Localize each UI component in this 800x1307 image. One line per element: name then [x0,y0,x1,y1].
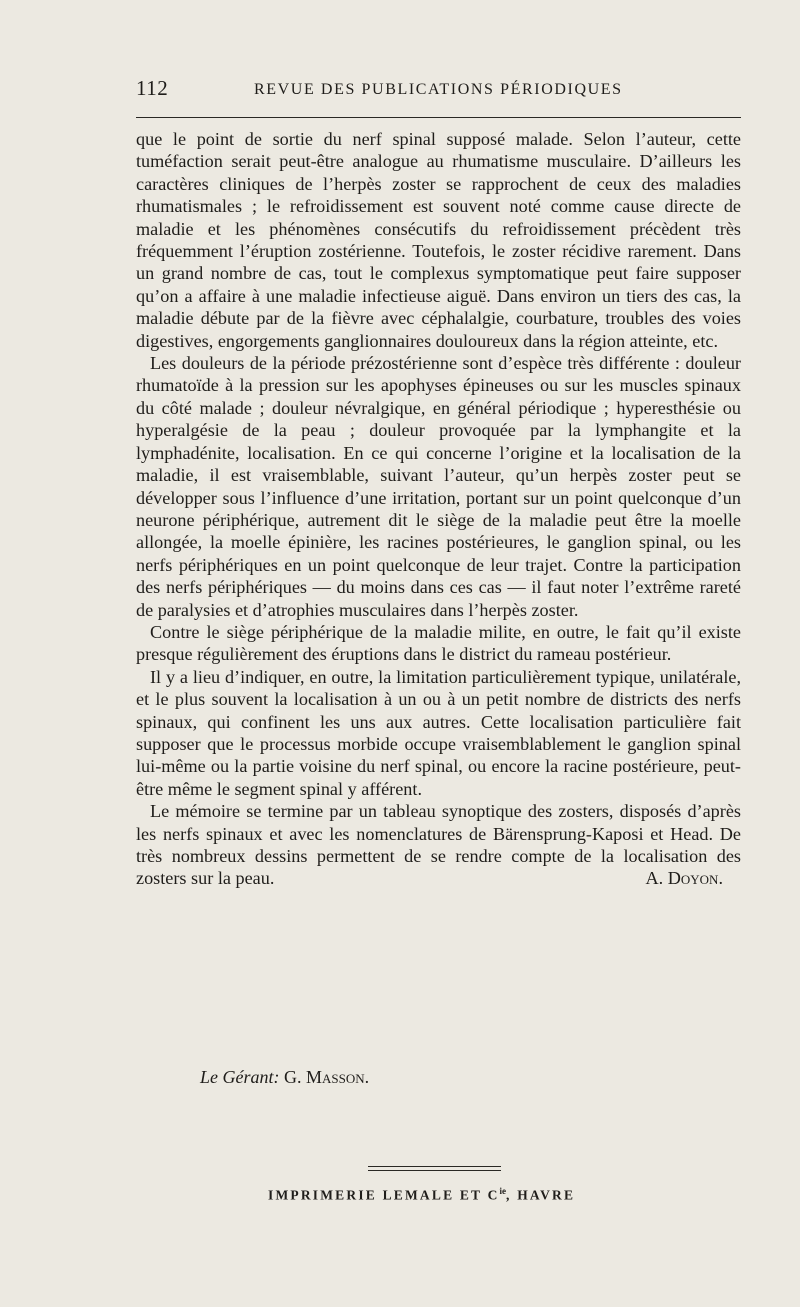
header-rule [136,117,741,118]
footer-rule [368,1166,501,1171]
paragraph-4: Il y a lieu d’indiquer, en outre, la limitation particulièrement typique, unilatérale, et le plus souvent la localisation à un ou à un petit nombre de districts des nerfs spinaux, qui confinent les uns aux autres. Cette localisation particulière fait supposer que le processus morbide occupe vraisemblablement le ganglion spinal lui-même ou la partie voisine du nerf spinal, ou encore la racine postérieure, peut-être même le segment spinal y afférent. [136,666,741,799]
imprint-superscript: ie [499,1186,507,1196]
article-body [136,128,741,890]
page-header [136,76,741,104]
author-signature: A. Doyon. [645,868,723,889]
paragraph-5 [136,800,741,890]
gerant-line [200,1067,369,1088]
paragraph-5-text: Le mémoire se termine par un tableau synoptique des zosters, disposés d’après les nerfs spinaux et avec les nomenclatures de Bärensprung-Kaposi et Head. De très nombreux dessins permettent de se rendre compte de la localisation des zosters sur la peau. [136,801,741,889]
gerant-label: Le Gérant: [200,1067,280,1087]
page-number: 112 [136,76,169,100]
gerant-name: G. Masson. [284,1067,370,1087]
running-title: REVUE DES PUBLICATIONS PÉRIODIQUES [254,81,623,98]
printer-imprint [268,1186,575,1204]
paragraph-3: Contre le siège périphérique de la maladie milite, en outre, le fait qu’il existe presque régulièrement des éruptions dans le district du rameau postérieur. [136,621,741,665]
paragraph-2: Les douleurs de la période prézostérienne sont d’espèce très différente : douleur rhumatoïde à la pression sur les apophyses épineuses ou sur les muscles spinaux du côté malade ; douleur névralgique, en général périodique ; hyperesthésie ou hyperalgésie de la peau ; douleur provoquée par la lymphangite et la lymphadénite, localisation. En ce qui concerne l’origine et la localisation de la maladie, il est vraisemblable, suivant l’auteur, qu’un herpès zoster peut se développer sous l’influence d’une irritation, portant sur un point quelconque d’un neurone périphérique, autrement dit le siège de la maladie peut être la moelle allongée, la moelle épinière, les racines postérieures, le ganglion spinal, ou les nerfs périphériques en un point quelconque de leur trajet. Contre la participation des nerfs périphériques — du moins dans ces cas — il faut noter l’extrême rareté de paralysies et d’atrophies musculaires dans l’herpès zoster. [136,353,741,620]
imprint-city: , HAVRE [506,1187,576,1203]
paragraph-1: que le point de sortie du nerf spinal supposé malade. Selon l’auteur, cette tuméfaction serait peut-être analogue au rhumatisme musculaire. D’ailleurs les caractères cliniques de l’herpès zoster se rapprochent de ceux des maladies rhumatismales ; le refroidissement est souvent noté comme cause directe de maladie et les phénomènes consécutifs du refroidissement précèdent très fréquemment l’éruption zostérienne. Toutefois, le zoster récidive rarement. Dans un grand nombre de cas, tout le complexus symptomatique peut faire supposer qu’on a affaire à une maladie infectieuse aiguë. Dans environ un tiers des cas, la maladie débute par de la fièvre avec céphalalgie, courbature, troubles des voies digestives, engorgements ganglionnaires douloureux dans la région atteinte, etc. [136,129,741,351]
imprint-text: IMPRIMERIE LEMALE ET C [268,1187,500,1203]
